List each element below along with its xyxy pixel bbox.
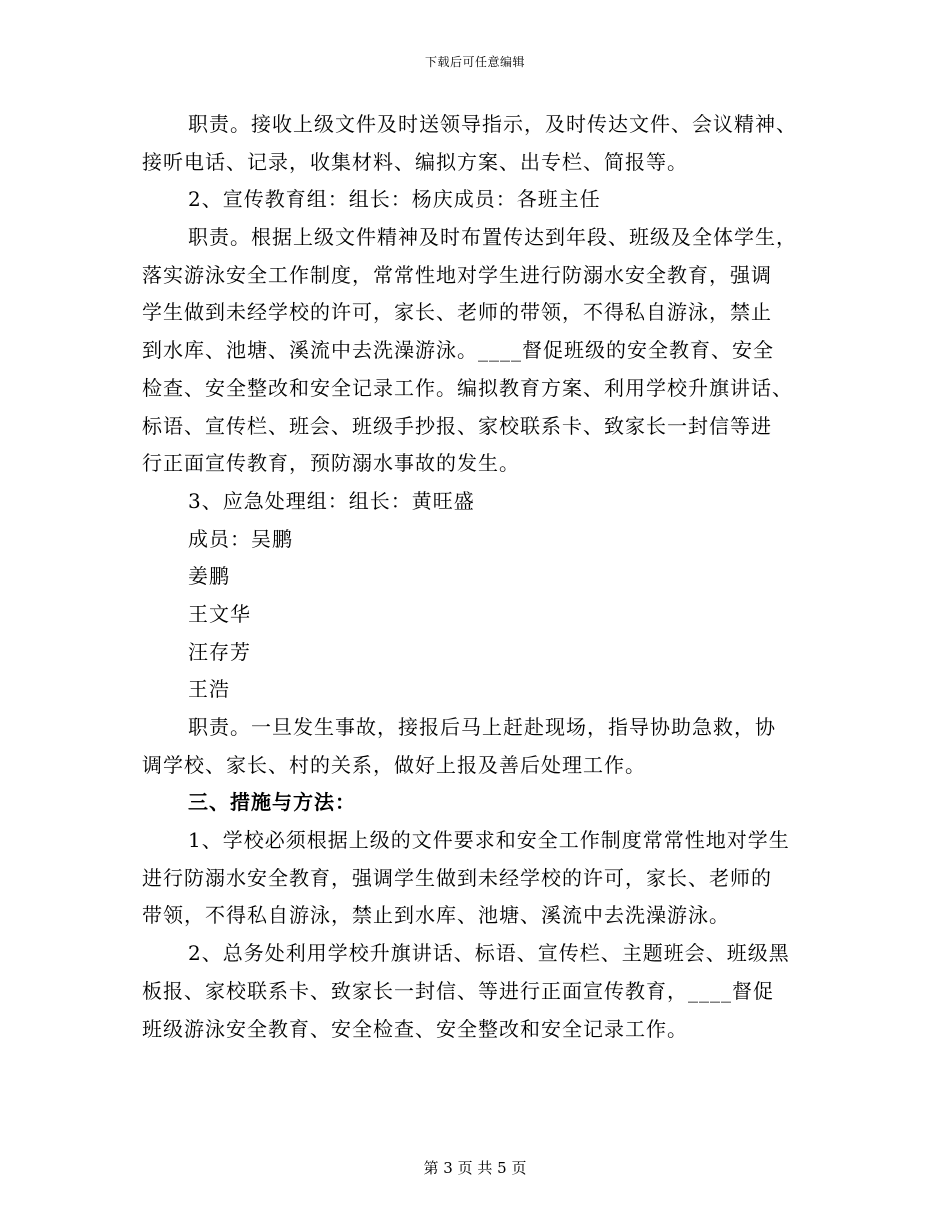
text-line: 进行防溺水安全教育，强调学生做到未经学校的许可，家长、老师的: [142, 865, 772, 890]
text-line: 3、应急处理组：组长：黄旺盛: [188, 488, 475, 513]
text-line: 职责。一旦发生事故，接报后马上赶赴现场，指导协助急救，协: [188, 715, 776, 739]
document-body: [142, 106, 812, 1048]
text-line: 学生做到未经学校的许可，家长、老师的带领，不得私自游泳，禁止: [142, 300, 772, 325]
text-line: 落实游泳安全工作制度，常常性地对学生进行防溺水安全教育，强调: [142, 262, 772, 287]
text-line: 2、宣传教育组：组长：杨庆成员：各班主任: [188, 187, 601, 212]
text-line: 2、总务处利用学校升旗讲话、标语、宣传栏、主题班会、班级黑: [188, 941, 790, 966]
page-header: 下载后可任意编辑: [424, 55, 525, 69]
text-line: 班级游泳安全教育、安全检查、安全整改和安全记录工作。: [142, 1016, 688, 1041]
text-line: 接听电话、记录，收集材料、编拟方案、出专栏、简报等。: [142, 149, 688, 174]
text-line: 姜鹏: [188, 564, 230, 589]
text-line: 职责。接收上级文件及时送领导指示，及时传达文件、会议精神、: [188, 112, 797, 136]
text-line: 职责。根据上级文件精神及时布置传达到年段、班级及全体学生，: [188, 225, 797, 250]
text-line: 调学校、家长、村的关系，做好上报及善后处理工作。: [142, 752, 646, 777]
text-line: 到水库、池塘、溪流中去洗澡游泳。____督促班级的安全教育、安全: [142, 338, 774, 363]
text-line: 板报、家校联系卡、致家长一封信、等进行正面宣传教育，____督促: [142, 978, 774, 1003]
text-line: 带领，不得私自游泳，禁止到水库、池塘、溪流中去洗澡游泳。: [142, 903, 730, 928]
text-line: 检查、安全整改和安全记录工作。编拟教育方案、利用学校升旗讲话、: [142, 375, 793, 400]
text-line: 1、学校必须根据上级的文件要求和安全工作制度常常性地对学生: [188, 828, 790, 853]
page-footer: 第 3 页 共 5 页: [423, 1159, 527, 1177]
text-line: 王浩: [188, 677, 230, 702]
text-line: 王文华: [188, 601, 251, 626]
text-line: 标语、宣传栏、班会、班级手抄报、家校联系卡、致家长一封信等进: [142, 413, 772, 438]
text-line: 成员：吴鹏: [188, 526, 293, 551]
text-line: 行正面宣传教育，预防溺水事故的发生。: [142, 451, 520, 476]
text-line: 汪存芳: [188, 639, 251, 664]
section-heading: 三、措施与方法：: [188, 790, 356, 815]
